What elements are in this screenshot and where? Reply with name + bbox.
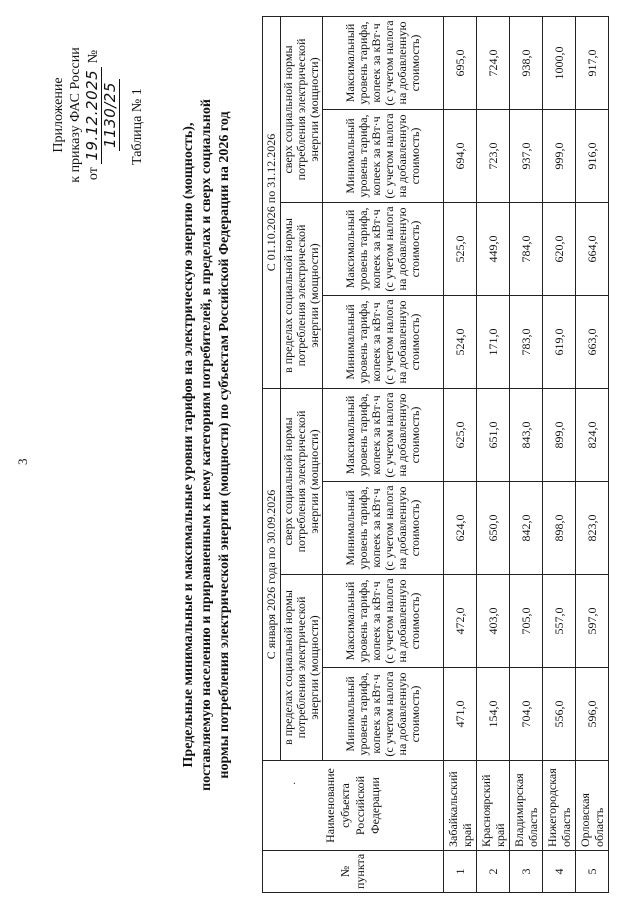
appendix-block <box>50 15 120 215</box>
cell-value: 556,0 <box>543 668 576 761</box>
row-number: 2 <box>477 851 510 893</box>
row-region: Владимирская область <box>510 761 543 851</box>
title-line-3: нормы потребления электрической энергии (мощности) по субъектам Российской Федерации на 2026 год <box>217 111 232 779</box>
header-min: Минимальный уровень тарифа, копеек за кВт·ч (с учетом налога на добавленную стоимость) <box>323 296 444 389</box>
row-region: Забайкальский край <box>444 761 477 851</box>
number-prefix: № <box>86 49 101 64</box>
row-number: 5 <box>576 851 609 893</box>
row-number: 4 <box>543 851 576 893</box>
row-region: Орловская область <box>576 761 609 851</box>
cell-value: 784,0 <box>510 203 543 296</box>
table-label: Таблица № 1 <box>130 88 145 165</box>
cell-value: 999,0 <box>543 110 576 203</box>
cell-value: 403,0 <box>477 575 510 668</box>
cell-value: 472,0 <box>444 575 477 668</box>
cell-value: 705,0 <box>510 575 543 668</box>
cell-value: 695,0 <box>444 17 477 110</box>
cell-value: 619,0 <box>543 296 576 389</box>
header-max: Максимальный уровень тарифа, копеек за кВт·ч (с учетом налога на добавленную стоимость) <box>323 203 444 296</box>
cell-value: 597,0 <box>576 575 609 668</box>
appendix-date-number <box>84 15 120 215</box>
cell-value: 524,0 <box>444 296 477 389</box>
order-number: 1130/25 <box>102 79 120 151</box>
cell-value: 1000,0 <box>543 17 576 110</box>
cell-value: 704,0 <box>510 668 543 761</box>
cell-value: 938,0 <box>510 17 543 110</box>
cell-value: 449,0 <box>477 203 510 296</box>
date-prefix: от <box>86 167 101 181</box>
page-number: 3 <box>15 458 30 465</box>
tariff-table <box>262 16 609 893</box>
header-p2-above: сверх социальной нормы потребления электрической энергии (мощности) <box>281 17 323 203</box>
header-min: Минимальный уровень тарифа, копеек за кВт·ч (с учетом налога на добавленную стоимость) <box>323 482 444 575</box>
cell-value: 694,0 <box>444 110 477 203</box>
appendix-order: к приказу ФАС России <box>68 47 83 183</box>
table-row <box>477 17 510 893</box>
row-number: 3 <box>510 851 543 893</box>
table-row <box>510 17 543 893</box>
header-p1-within: в пределах социальной нормы потребления электрической энергии (мощности) <box>281 575 323 761</box>
stray-mark: · <box>290 781 301 785</box>
cell-value: 171,0 <box>477 296 510 389</box>
row-number: 1 <box>444 851 477 893</box>
order-date: 19.12.2025 <box>84 67 102 164</box>
table-row <box>576 17 609 893</box>
cell-value: 620,0 <box>543 203 576 296</box>
cell-value: 650,0 <box>477 482 510 575</box>
row-region: Красноярский край <box>477 761 510 851</box>
cell-value: 471,0 <box>444 668 477 761</box>
cell-value: 625,0 <box>444 389 477 482</box>
cell-value: 824,0 <box>576 389 609 482</box>
cell-value: 651,0 <box>477 389 510 482</box>
table-row <box>543 17 576 893</box>
header-region: Наименование субъекта Российской Федерации <box>263 761 444 851</box>
row-region: Нижегородская область <box>543 761 576 851</box>
header-p1-above: сверх социальной нормы потребления электрической энергии (мощности) <box>281 389 323 575</box>
cell-value: 917,0 <box>576 17 609 110</box>
cell-value: 663,0 <box>576 296 609 389</box>
cell-value: 899,0 <box>543 389 576 482</box>
header-max: Максимальный уровень тарифа, копеек за кВт·ч (с учетом налога на добавленную стоимость) <box>323 389 444 482</box>
cell-value: 525,0 <box>444 203 477 296</box>
cell-value: 596,0 <box>576 668 609 761</box>
cell-value: 842,0 <box>510 482 543 575</box>
cell-value: 724,0 <box>477 17 510 110</box>
header-max: Максимальный уровень тарифа, копеек за кВт·ч (с учетом налога на добавленную стоимость) <box>323 575 444 668</box>
appendix-title: Приложение <box>51 77 66 153</box>
header-p2-within: в пределах социальной нормы потребления электрической энергии (мощности) <box>281 203 323 389</box>
document-title <box>180 65 234 825</box>
header-period-2: С 01.10.2026 по 31.12.2026 <box>263 17 281 389</box>
cell-value: 783,0 <box>510 296 543 389</box>
cell-value: 557,0 <box>543 575 576 668</box>
cell-value: 624,0 <box>444 482 477 575</box>
cell-value: 664,0 <box>576 203 609 296</box>
table-body <box>444 17 609 893</box>
cell-value: 898,0 <box>543 482 576 575</box>
cell-value: 916,0 <box>576 110 609 203</box>
cell-value: 723,0 <box>477 110 510 203</box>
cell-value: 154,0 <box>477 668 510 761</box>
header-num: № пункта <box>263 851 444 893</box>
header-max: Максимальный уровень тарифа, копеек за кВт·ч (с учетом налога на добавленную стоимость) <box>323 17 444 110</box>
title-line-2: поставляемую населению и приравненным к нему категориям потребителей, в пределах и сверх социальной <box>199 99 214 791</box>
cell-value: 823,0 <box>576 482 609 575</box>
cell-value: 937,0 <box>510 110 543 203</box>
header-min: Минимальный уровень тарифа, копеек за кВт·ч (с учетом налога на добавленную стоимость) <box>323 110 444 203</box>
cell-value: 843,0 <box>510 389 543 482</box>
header-min: Минимальный уровень тарифа, копеек за кВт·ч (с учетом налога на добавленную стоимость) <box>323 668 444 761</box>
table-row <box>444 17 477 893</box>
title-line-1: Предельные минимальные и максимальные уровни тарифов на электрическую энергию (мощность), <box>181 122 196 768</box>
header-period-1: С января 2026 года по 30.09.2026 <box>263 389 281 761</box>
